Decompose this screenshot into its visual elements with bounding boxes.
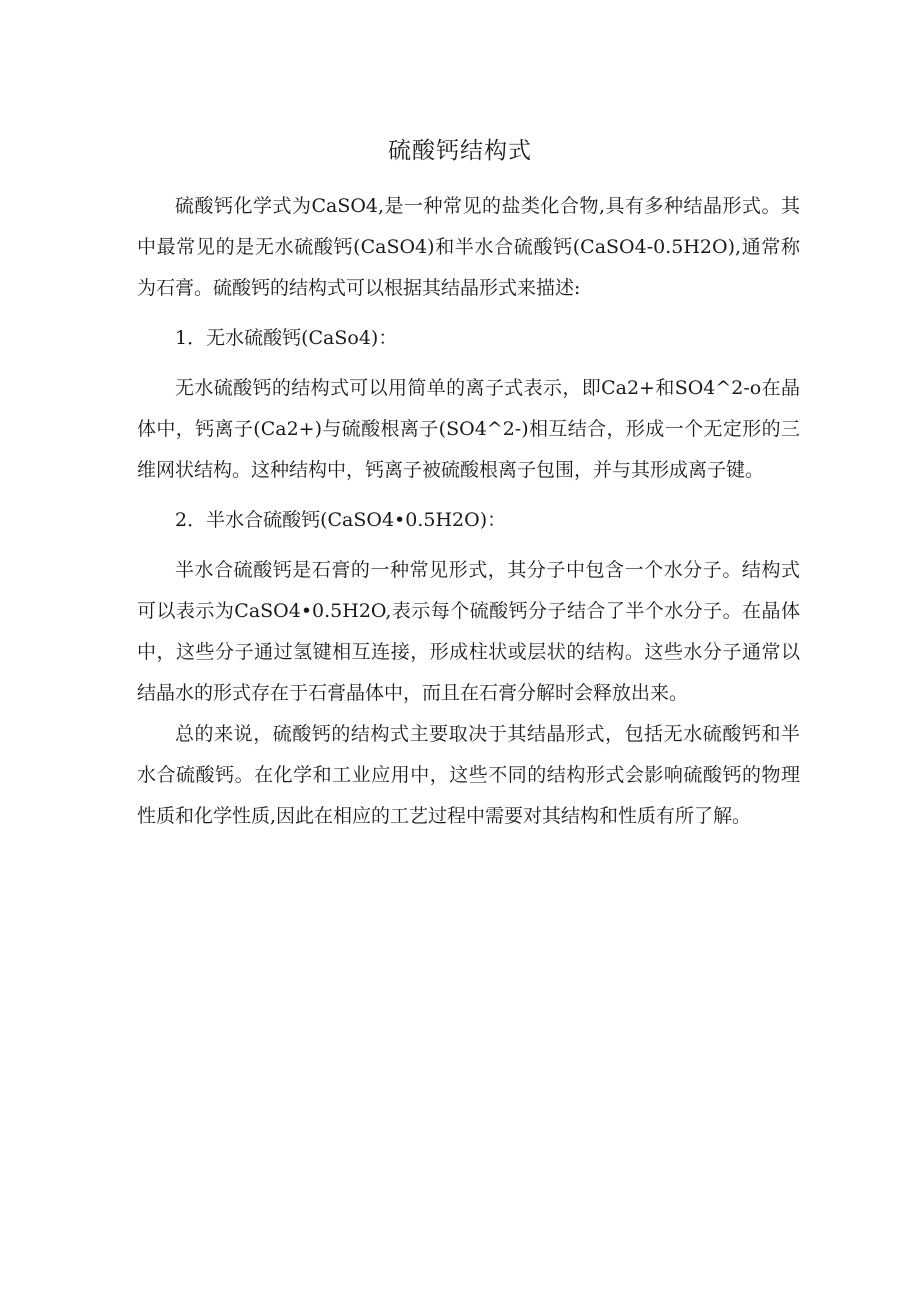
summary-paragraph: 总的来说，硫酸钙的结构式主要取决于其结晶形式，包括无水硫酸钙和半水合硫酸钙。在化学和工业应用中，这些不同的结构形式会影响硫酸钙的物理性质和化学性质,因此在相应的工艺过程中需要对其结构和性质有所了解。 <box>137 723 800 827</box>
section-heading-anhydrous: 1．无水硫酸钙(CaSo4)： <box>175 327 398 349</box>
page-title: 硫酸钙结构式 <box>388 138 532 164</box>
hemihydrate-paragraph: 半水合硫酸钙是石膏的一种常见形式，其分子中包含一个水分子。结构式可以表示为CaSO4•0.5H2O,表示每个硫酸钙分子结合了半个水分子。在晶体中，这些分子通过氢键相互连接，形成柱状或层状的结构。这些水分子通常以结晶水的形式存在于石膏晶体中，而且在石膏分解时会释放出来。 <box>137 559 800 704</box>
section-heading-hemihydrate: 2．半水合硫酸钙(CaSO4•0.5H2O)： <box>175 509 507 531</box>
anhydrous-paragraph: 无水硫酸钙的结构式可以用简单的离子式表示，即Ca2+和SO4^2-o在晶体中，钙离子(Ca2+)与硫酸根离子(SO4^2-)相互结合，形成一个无定形的三维网状结构。这种结构中，钙离子被硫酸根离子包围，并与其形成离子键。 <box>137 377 800 481</box>
document-body <box>137 186 800 837</box>
intro-paragraph: 硫酸钙化学式为CaSO4,是一种常见的盐类化合物,具有多种结晶形式。其中最常见的是无水硫酸钙(CaSO4)和半水合硫酸钙(CaSO4-0.5H2O),通常称为石膏。硫酸钙的结构式可以根据其结晶形式来描述: <box>137 195 800 299</box>
